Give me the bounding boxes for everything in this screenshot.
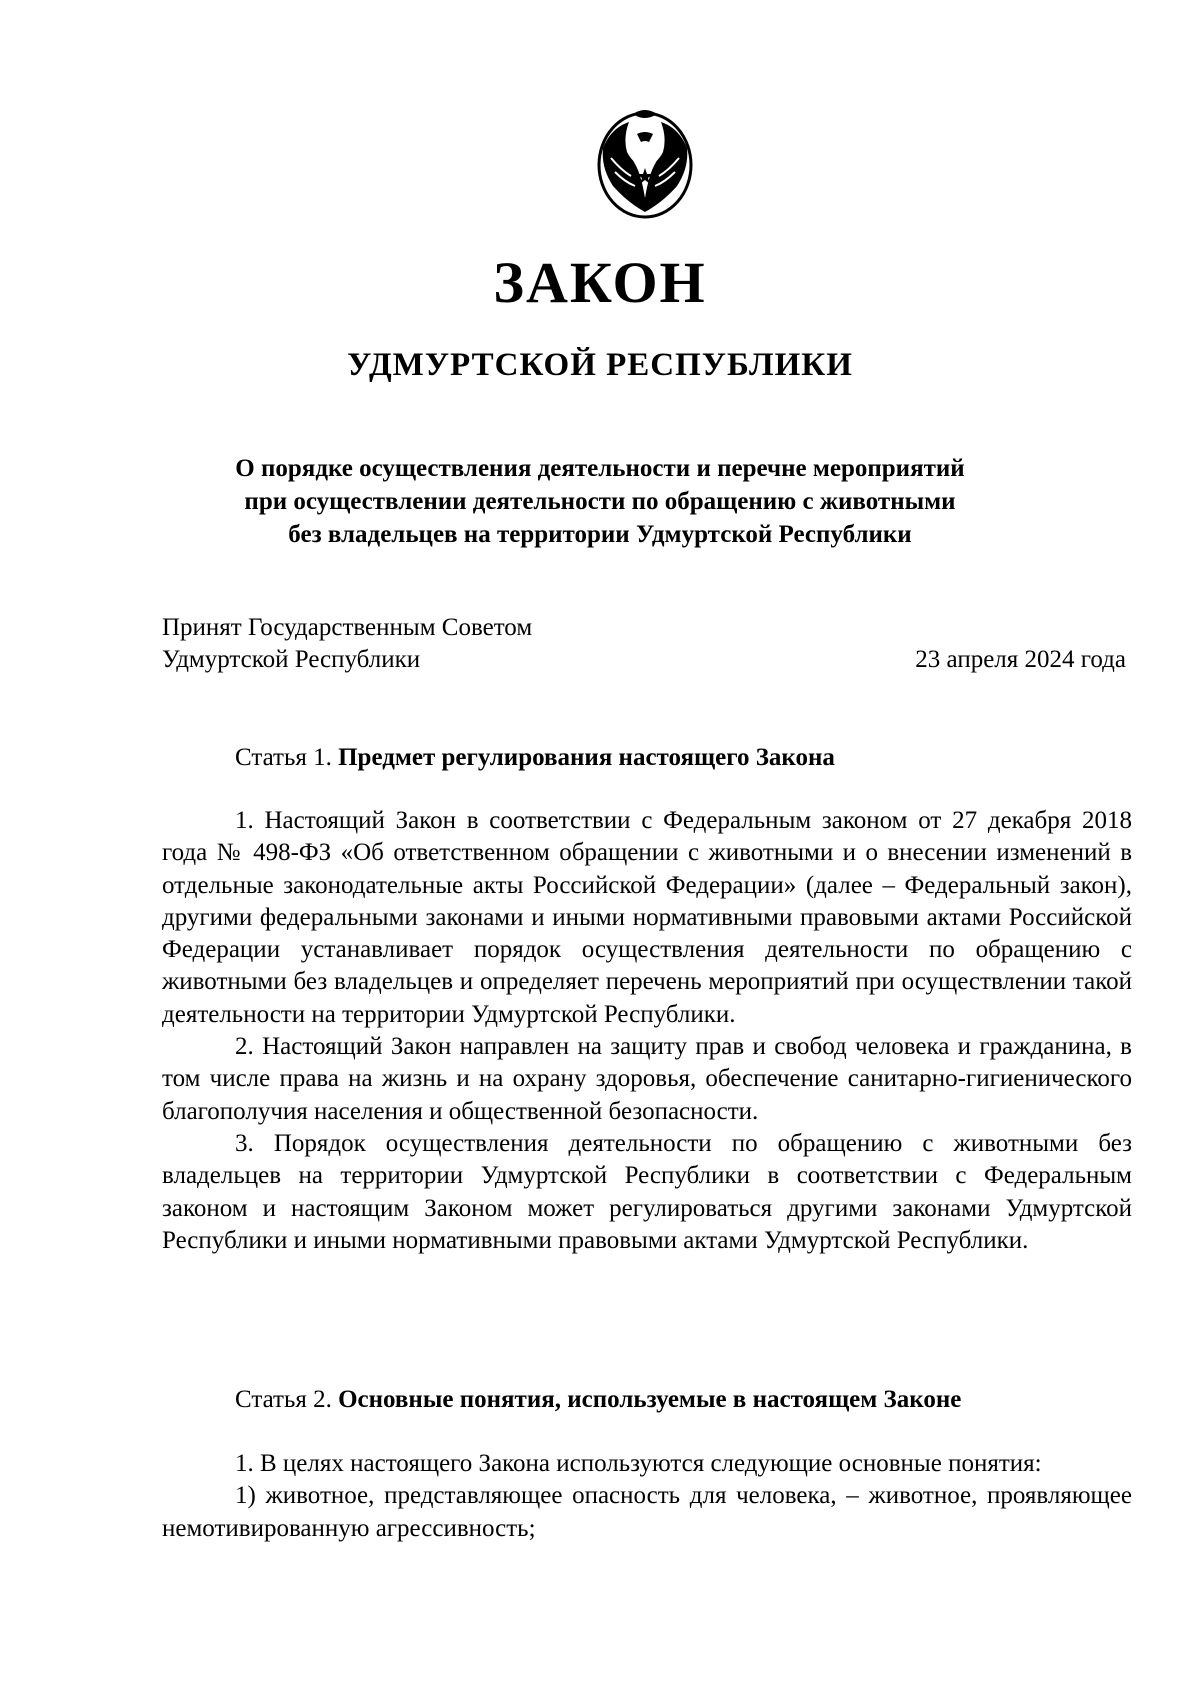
- adoption-body: [162, 612, 532, 676]
- adoption-date: 23 апреля 2024 года: [915, 646, 1126, 673]
- article-title: Предмет регулирования настоящего Закона: [338, 744, 835, 771]
- paragraph: 2. Настоящий Закон направлен на защиту прав и свобод человека и гражданина, в том числе права на жизнь и на охрану здоровья, обеспечение санитарно-гигиенического благополучия населения и общественной безопасности.: [162, 1033, 1132, 1125]
- article-label: Статья 2.: [235, 1386, 332, 1413]
- paragraph: 1. Настоящий Закон в соответствии с Федеральным законом от 27 декабря 2018 года № 498-ФЗ «Об ответственном обращении с животными и о внесении изменений в отдельные законодательные акты Российской Федерации» (далее – Федеральный закон), другими федеральными законами и иными нормативными правовыми актами Российской Федерации устанавливает порядок осуществления деятельности по обращению с животными без владельцев и определяет перечень мероприятий при осуществлении такой деятельности на территории Удмуртской Республики.: [162, 807, 1132, 1028]
- article-1-heading: [235, 742, 835, 774]
- paragraph: 3. Порядок осуществления деятельности по обращению с животными без владельцев на территории Удмуртской Республики в соответствии с Федеральным законом и настоящим Законом может регулироваться другими законами Удмуртской Республики и иными нормативными правовыми актами Удмуртской Республики.: [162, 1129, 1132, 1254]
- law-name: [160, 452, 1040, 551]
- law-name-line: при осуществлении деятельности по обращению с животными: [244, 488, 956, 515]
- adoption-line: Принят Государственным Советом: [162, 614, 533, 641]
- law-name-line: О порядке осуществления деятельности и перечне мероприятий: [235, 455, 965, 482]
- law-name-line: без владельцев на территории Удмуртской Республики: [288, 521, 912, 548]
- udmurtia-coat-of-arms-icon: [593, 108, 697, 222]
- paragraph: 1) животное, представляющее опасность для человека, – животное, проявляющее немотивированную агрессивность;: [162, 1482, 1132, 1542]
- adoption-line: Удмуртской Республики: [162, 646, 421, 673]
- article-label: Статья 1.: [235, 744, 332, 771]
- article-1-body: [162, 805, 1132, 1257]
- document-title: ЗАКОН: [493, 250, 707, 315]
- article-2-heading: [235, 1384, 961, 1416]
- article-title: Основные понятия, используемые в настоящем Законе: [338, 1386, 962, 1413]
- article-2-body: [162, 1448, 1132, 1545]
- document-subtitle: УДМУРТСКОЙ РЕСПУБЛИКИ: [347, 347, 853, 383]
- paragraph: 1. В целях настоящего Закона используются следующие основные понятия:: [235, 1450, 1042, 1477]
